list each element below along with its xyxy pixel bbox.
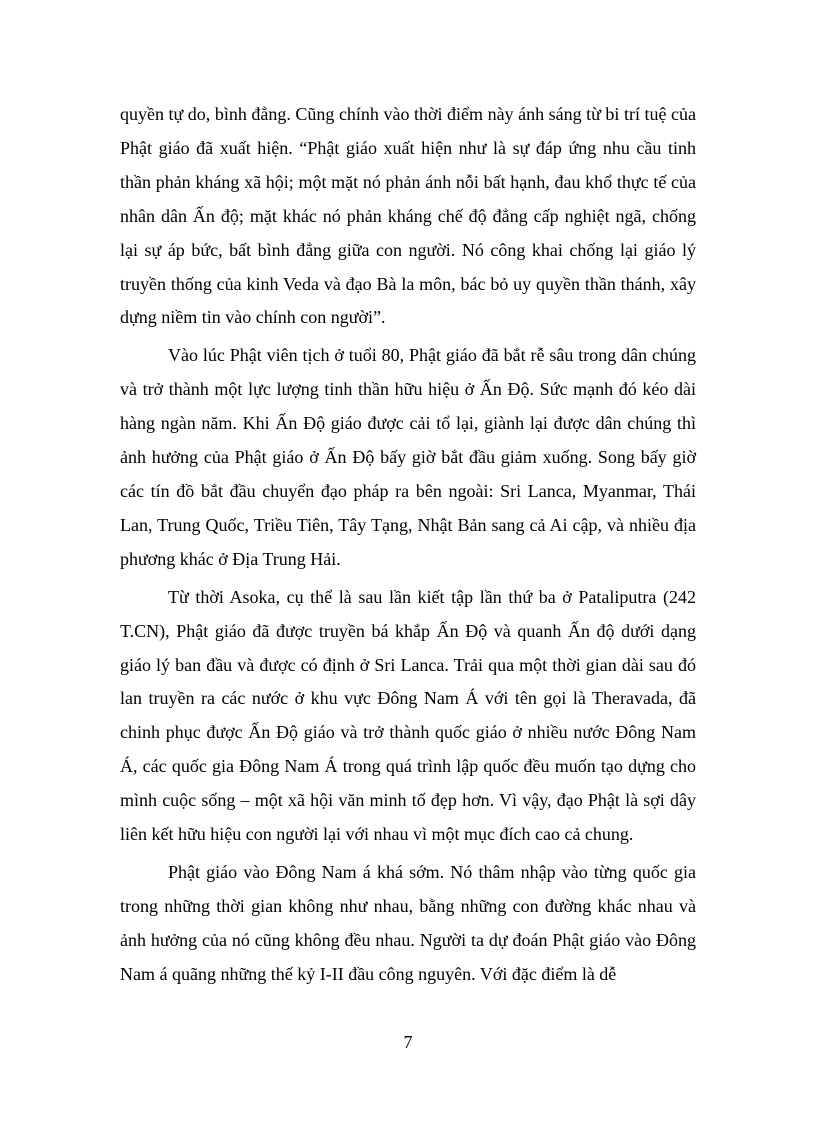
paragraph-2: Vào lúc Phật viên tịch ở tuổi 80, Phật giáo đã bắt rễ sâu trong dân chúng và trở thành một lực lượng tinh thần hữu hiệu ở Ấn Độ. Sức mạnh đó kéo dài hàng ngàn năm. Khi Ấn Độ giáo được cải tổ lại, giành lại được dân chúng thì ảnh hưởng của Phật giáo ở Ấn Độ bấy giờ bắt đầu giảm xuống. Song bấy giờ các tín đồ bắt đầu chuyển đạo pháp ra bên ngoài: Sri Lanca, Myanmar, Thái Lan, Trung Quốc, Triều Tiên, Tây Tạng, Nhật Bản sang cả Ai cập, và nhiều địa phương khác ở Địa Trung Hải. — [120, 345, 696, 569]
paragraph-1: quyền tự do, bình đẳng. Cũng chính vào thời điểm này ánh sáng từ bi trí tuệ của Phật giáo đã xuất hiện. “Phật giáo xuất hiện như là sự đáp ứng nhu cầu tinh thần phản kháng xã hội; một mặt nó phản ánh nỗi bất hạnh, đau khổ thực tế của nhân dân Ấn độ; mặt khác nó phản kháng chế độ đẳng cấp nghiệt ngã, chống lại sự áp bức, bất bình đẳng giữa con người. Nó công khai chống lại giáo lý truyền thống của kinh Veda và đạo Bà la môn, bác bỏ uy quyền thần thánh, xây dựng niềm tin vào chính con người”. — [120, 104, 696, 328]
page-number: 7 — [403, 1032, 413, 1052]
paragraph-4: Phật giáo vào Đông Nam á khá sớm. Nó thâm nhập vào từng quốc gia trong những thời gian không như nhau, bằng những con đường khác nhau và ảnh hưởng của nó cũng không đều nhau. Người ta dự đoán Phật giáo vào Đông Nam á quãng những thế kỷ I-II đầu công nguyên. Với đặc điểm là dễ — [120, 861, 696, 984]
body-text — [120, 98, 696, 996]
paragraph-3: Từ thời Asoka, cụ thể là sau lần kiết tập lần thứ ba ở Pataliputra (242 T.CN), Phật giáo đã được truyền bá khắp Ấn Độ và quanh Ấn độ dưới dạng giáo lý ban đầu và được có định ở Sri Lanca. Trải qua một thời gian dài sau đó lan truyền ra các nước ở khu vực Đông Nam Á với tên gọi là Theravada, đã chinh phục được Ấn Độ giáo và trở thành quốc giáo ở nhiều nước Đông Nam Á, các quốc gia Đông Nam Á trong quá trình lập quốc đều muốn tạo dựng cho mình cuộc sống – một xã hội văn minh tố đẹp hơn. Vì vậy, đạo Phật là sợi dây liên kết hữu hiệu con người lại với nhau vì một mục đích cao cả chung. — [120, 586, 696, 845]
